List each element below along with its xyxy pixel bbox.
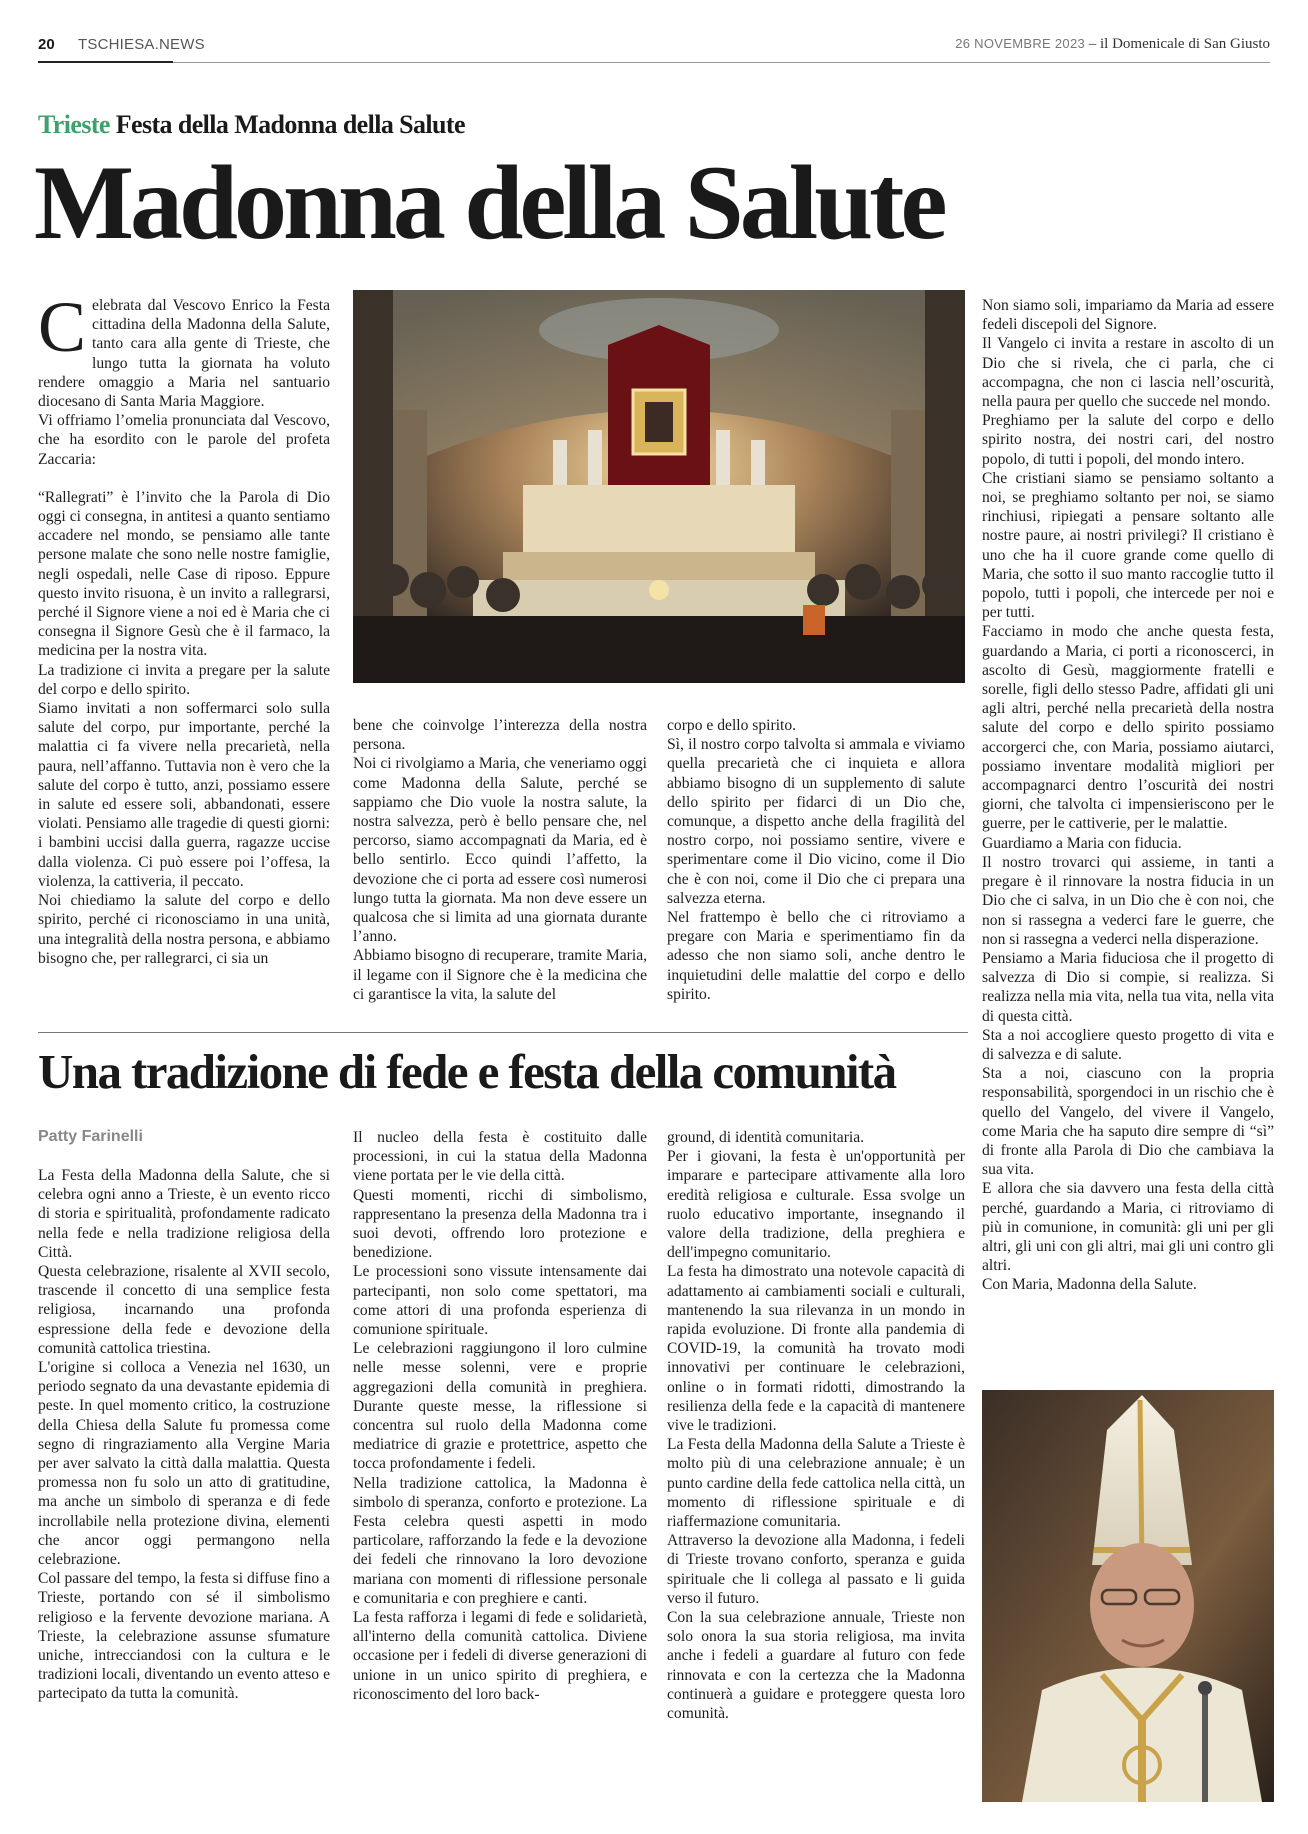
altar-photo-illustration [353,290,965,683]
paragraph: elebrata dal Vescovo Enrico la Festa cittadina della Madonna della Salute, tanto cara alla gente di Trieste, che lungo tutta la giornata ha voluto rendere omaggio a Maria nel santuario diocesano di Santa Maria Maggiore. [38,297,330,411]
site-name: TSCHIESA.NEWS [78,36,205,53]
paragraph: corpo e dello spirito. [667,717,797,734]
paragraph: Siamo invitati a non soffermarci solo sulla salute del corpo, pur importante, perché la malattia ci fa vivere nella precarietà, nella paura, nell’affanno. Tuttavia non è vero che la salute del corpo è tutto, anzi, possiamo essere in salute ed essere soli, abbandonati, essere violati. Pensiamo alle tragedie di questi giorni: i bambini uccisi dalla guerra, ragazze uccise dalla violenza. Ci può essere poi l’offesa, la violenza, la cattiveria, il peccato. [38,700,330,890]
bishop-photo-illustration [982,1390,1274,1802]
header-separator: – [1085,36,1101,52]
paragraph: bene che coinvolge l’interezza della nostra persona. [353,717,647,754]
paragraph: Pensiamo a Maria fiduciosa che il progetto di salvezza di Dio si compie, si realizza. Si realizza nella mia vita, nella tua vita, nella vita di questa città. [982,949,1274,1025]
article-title: Madonna della Salute [34,144,944,261]
paragraph: Per i giovani, la festa è un'opportunità per imparare e partecipare attivamente alla loro eredità religiosa e culturale. Essa svolge un ruolo educativo importante, insegnando il valore della tradizione, della preghiera e dell'impegno comunitario. [667,1148,965,1262]
paragraph: ground, di identità comunitaria. [667,1129,865,1146]
article1-column-4 [982,296,1274,1295]
paragraph: “Rallegrati” è l’invito che la Parola di Dio oggi ci consegna, in antitesi a quanto sentiamo accadere nel mondo, se pensiamo alle tante persone malate che sono nelle nostre famiglie, negli ospedali, nelle Case di riposo. Eppure questo invito risuona, è un invito a rallegrarsi, perché il Signore viene a noi ed è Maria che ci consegna il Signore Gesù che è il farmaco, la medicina per la nostra vita. [38,488,330,660]
paragraph: Le processioni sono vissute intensamente dai partecipanti, non solo come spettatori, ma come attori di una profonda esperienza di comunione spirituale. [353,1263,647,1339]
paragraph: Non siamo soli, impariamo da Maria ad essere fedeli discepoli del Signore. [982,297,1274,334]
paragraph: Facciamo in modo che anche questa festa, guardando a Maria, ci porti a riconoscerci, in ascolto di Gesù, maggiormente fratelli e sorelle, figli dello stesso Padre, affidati gli uni agli altri, perché nella precarietà della nostra salute del corpo e dello spirito possiamo accorgerci che, con Maria, possiamo aiutarci, possiamo inventare modalità migliori per accompagnarci dentro l’oscurità dei nostri giorni, che talvolta ci impensieriscono per le guerre, per le cattiverie, per le malattie. [982,623,1274,833]
paragraph: Il nucleo della festa è costituito dalle processioni, in cui la statua della Madonna viene portata per le vie della città. [353,1129,647,1185]
drop-cap: C [38,287,87,367]
paragraph: Con Maria, Madonna della Salute. [982,1276,1197,1294]
header-rule [38,62,1270,63]
paragraph: Noi ci rivolgiamo a Maria, che veneriamo oggi come Madonna della Salute, perché se sappiamo che Dio vuole la nostra salute, la nostra salvezza, però è bello pensare che, nel percorso, siamo accompagnati da Maria, ed è bello sentirlo. Ecco quindi l’affetto, la devozione che ci porta ad essere così numerosi lungo tutta la giornata. Ma non deve essere un qualcosa che si limita ad una giornata durante l’anno. [353,755,647,946]
paragraph: Noi chiediamo la salute del corpo e dello spirito, perché ci riconosciamo in una unità, una integralità della nostra persona, e abbiamo bisogno che, per rallegrarci, ci sia un [38,892,330,967]
article2-column-2 [353,1128,647,1704]
paragraph: Col passare del tempo, la festa si diffuse fino a Trieste, portando con sé il simbolismo religioso e la fervente devozione mariana. A Trieste, la celebrazione assunse sfumature uniche, intrecciandosi con la cultura e le tradizioni locali, diventando un evento atteso e partecipato da tutta la comunità. [38,1570,330,1703]
paragraph: Questa celebrazione, risalente al XVII secolo, trascende il concetto di una semplice festa religiosa, incarnando una profonda espressione della fede e devozione della comunità cattolica triestina. [38,1263,330,1357]
issue-date: 26 NOVEMBRE 2023 [955,36,1086,51]
paragraph: Attraverso la devozione alla Madonna, i fedeli di Trieste trovano conforto, speranza e guida spirituale che li collega al passato e li guida verso il futuro. [667,1532,965,1607]
paragraph: Sta a noi accogliere questo progetto di vita e di salvezza e di salute. [982,1026,1274,1063]
paragraph: La tradizione ci invita a pregare per la salute del corpo e dello spirito. [38,661,330,698]
article1-column-2 [353,716,647,1004]
header-rule-accent [38,61,173,63]
paragraph: Abbiamo bisogno di recuperare, tramite Maria, il legame con il Signore che è la medicina che ci garantisce la vita, la salute del [353,947,648,1003]
paragraph: Con la sua celebrazione annuale, Trieste non solo onora la sua storia religiosa, ma invita anche i fedeli a guardare al futuro con fede rinnovata e con la certezza che la Madonna continuerà a guidare e proteggere questa loro comunità. [667,1609,965,1723]
paragraph: Preghiamo per la salute del corpo e dello spirito nostra, dei nostri cari, del nostro popolo, di tutti i popoli, del mondo intero. [982,412,1274,468]
kicker-topic: Festa della Madonna della Salute [115,110,465,139]
paragraph: Che cristiani siamo se pensiamo soltanto a noi, se preghiamo soltanto per noi, se siamo rinchiusi, ripiegati a pensare soltanto alle nostre paure, ai nostri privilegi? Il cristiano è uno che ha il cuore grande come quello di Maria, che sotto il suo manto raccoglie tutto il popolo, tutti i popoli, che intercede per noi e per tutti. [982,469,1274,622]
paragraph: Sì, il nostro corpo talvolta si ammala e viviamo quella precarietà che ci inquieta e allora abbiamo bisogno di un supplemento di salute dello spirito per fidarci di un Dio che, comunque, a dispetto anche della fragilità del nostro corpo, noi possiamo sentire, vivere e sperimentare come il Dio vicino, come il Dio che è con noi, come il Dio che ci prepara una salvezza eterna. [667,736,965,907]
paragraph: La festa rafforza i legami di fede e solidarietà, all'interno della comunità cattolica. Diviene occasione per i fedeli di diverse generazioni di unione in un unico spirito di preghiera, e riconoscimento del loro back- [353,1609,647,1703]
paragraph: Nel frattempo è bello che ci ritroviamo a pregare con Maria e sperimentiamo fin da adesso che non siamo soli, anche dentro le inquietudini delle malattie del corpo e dello spirito. [667,909,965,1003]
paragraph: Nella tradizione cattolica, la Madonna è simbolo di speranza, conforto e protezione. La Festa celebra questi aspetti in modo particolare, rafforzando la fede e la devozione dei fedeli che rinnovano la loro devozione mariana con momenti di riflessione personale e comunitaria e con preghiere e canti. [353,1474,647,1607]
section-title: Una tradizione di fede e festa della comunità [38,1044,896,1099]
article1-column-3 [667,716,965,1004]
page-number: 20 [38,36,55,53]
paragraph: La festa ha dimostrato una notevole capacità di adattamento ai cambiamenti sociali e culturali, mantenendo la sua rilevanza in un mondo in rapida evoluzione. Di fronte alla pandemia di COVID-19, la comunità ha trovato modi innovativi per continuare le celebrazioni, online o in formati ridotti, dimostrando la resilienza della fede e la capacità di mantenere vive le tradizioni. [667,1263,965,1435]
article-kicker [38,110,465,140]
paragraph: Vi offriamo l’omelia pronunciata dal Vescovo, che ha esordito con le parole del profeta Zaccaria: [38,412,330,468]
altar-photo [353,290,965,683]
paragraph: Il Vangelo ci invita a restare in ascolto di un Dio che si rivela, che ci parla, che ci accompagna, che non ci lascia nell’oscurità, nella paura per quello che succede nel mondo. [982,335,1274,411]
paragraph: L'origine si colloca a Venezia nel 1630, un periodo segnato da una devastante epidemia di peste. In quel momento critico, la costruzione della Chiesa della Salute fu promessa come segno di ringraziamento alla Vergine Maria per aver salvato la città dalla malattia. Questa promessa non fu solo un atto di gratitudine, ma anche un simbolo di speranza e di fede incrollabile nella protezione divina, elementi che ancor oggi permangono nella celebrazione. [38,1359,330,1569]
paragraph: La Festa della Madonna della Salute, che si celebra ogni anno a Trieste, è un evento ricco di storia e spiritualità, profondamente radicato nella fede e nella tradizione religiosa della Città. [38,1167,330,1261]
article2-column-1 [38,1166,330,1704]
paragraph: La Festa della Madonna della Salute a Trieste è molto più di una celebrazione annuale; è un punto cardine della fede cattolica nella città, un momento di riflessione spirituale e di riaffermazione comunitaria. [667,1436,965,1531]
paragraph: Sta a noi, ciascuno con la propria responsabilità, sporgendoci in un rischio che è quello del Vangelo, del vivere il Vangelo, come Maria che ha saputo dire sempre di “sì” di fronte alla Parola di Dio che cambiava la sua vita. [982,1065,1274,1179]
paragraph: Guardiamo a Maria con fiducia. [982,834,1182,852]
paragraph: E allora che sia davvero una festa della città perché, guardando a Maria, ci ritroviamo di più in comunione, in comunità: gli uni per gli altri, gli uni con gli altri, mai gli uni contro gli altri. [982,1180,1274,1275]
publication-name: il Domenicale di San Giusto [1100,36,1270,52]
paragraph: Questi momenti, ricchi di simbolismo, rappresentano la presenza della Madonna tra i suoi devoti, offrendo loro protezione e benedizione. [353,1186,647,1262]
section-divider [38,1032,968,1033]
publication-info [955,36,1270,53]
article1-column-1 [38,287,330,968]
bishop-photo [982,1390,1274,1802]
author-byline: Patty Farinelli [38,1128,143,1145]
paragraph: Il nostro trovarci qui assieme, in tanti a pregare è il rinnovare la nostra fiducia in un Dio che ci salva, in un Dio che è con noi, che non si rassegna a vederci fare le guerre, che non si rassegna a vederci nella disperazione. [982,853,1274,948]
article2-column-3 [667,1128,965,1723]
paragraph: Le celebrazioni raggiungono il loro culmine nelle messe solenni, vere e proprie aggregazioni della comunità in preghiera. Durante queste messe, la riflessione si concentra sul ruolo della Madonna come mediatrice di grazie e protettrice, aspetto che tocca profondamente i fedeli. [353,1340,647,1473]
kicker-place: Trieste [38,110,110,139]
